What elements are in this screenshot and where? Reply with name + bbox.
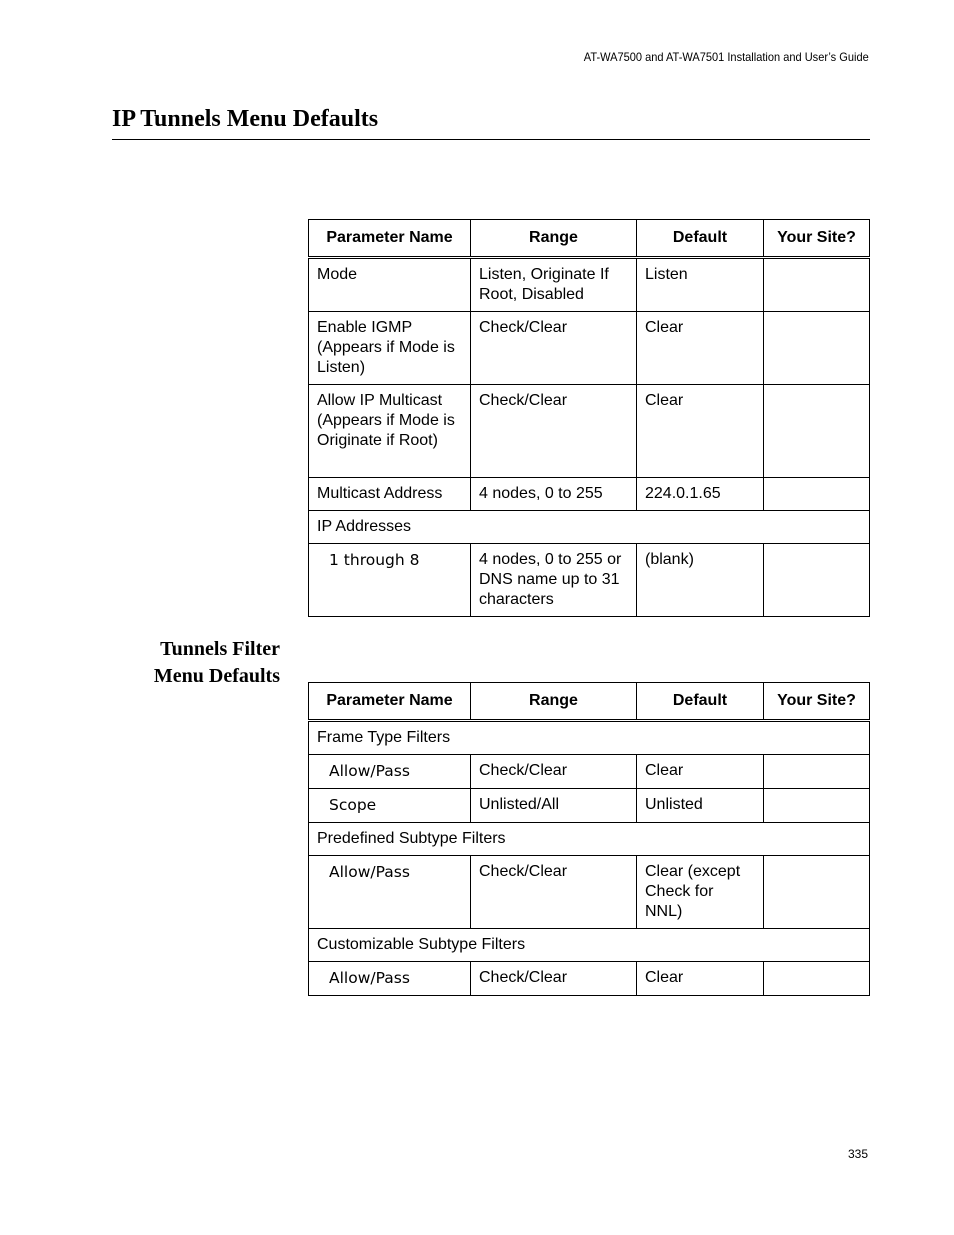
table-row [309, 789, 870, 823]
column-header-range: Range [471, 683, 637, 721]
group-label: IP Addresses [309, 511, 870, 544]
site-cell [764, 755, 870, 789]
column-header-parameter-name: Parameter Name [309, 220, 471, 258]
range-cell: Check/Clear [471, 755, 637, 789]
column-header-default: Default [637, 683, 764, 721]
column-header-range: Range [471, 220, 637, 258]
site-cell [764, 789, 870, 823]
param-cell: Allow/Pass [309, 856, 471, 929]
tunnels-filter-defaults-table [308, 682, 870, 996]
range-cell: Check/Clear [471, 856, 637, 929]
default-cell: 224.0.1.65 [637, 478, 764, 511]
site-cell [764, 962, 870, 996]
column-header-default: Default [637, 220, 764, 258]
range-cell: 4 nodes, 0 to 255 [471, 478, 637, 511]
range-cell: Check/Clear [471, 962, 637, 996]
group-label: Customizable Subtype Filters [309, 929, 870, 962]
param-cell: 1 through 8 [309, 544, 471, 617]
range-cell: Check/Clear [471, 312, 637, 385]
group-row [309, 929, 870, 962]
param-cell: Multicast Address [309, 478, 471, 511]
range-cell: Unlisted/All [471, 789, 637, 823]
title-rule [112, 139, 870, 140]
column-header-parameter-name: Parameter Name [309, 683, 471, 721]
group-row [309, 511, 870, 544]
param-cell: Allow IP Multicast (Appears if Mode is Originate if Root) [309, 385, 471, 478]
group-label: Predefined Subtype Filters [309, 823, 870, 856]
table-row [309, 258, 870, 312]
page-number: 335 [847, 1147, 868, 1161]
site-cell [764, 478, 870, 511]
param-cell: Scope [309, 789, 471, 823]
table-row [309, 544, 870, 617]
default-cell: Clear [637, 312, 764, 385]
table-row [309, 385, 870, 478]
group-row [309, 823, 870, 856]
site-cell [764, 544, 870, 617]
param-cell: Enable IGMP (Appears if Mode is Listen) [309, 312, 471, 385]
group-label: Frame Type Filters [309, 721, 870, 755]
param-cell: Mode [309, 258, 471, 312]
column-header-your-site: Your Site? [764, 683, 870, 721]
table-row [309, 312, 870, 385]
default-cell: Listen [637, 258, 764, 312]
param-cell: Allow/Pass [309, 755, 471, 789]
section-heading-line-2: Menu Defaults [153, 665, 280, 687]
column-header-your-site: Your Site? [764, 220, 870, 258]
table-header-row [309, 220, 870, 258]
default-cell: Unlisted [637, 789, 764, 823]
site-cell [764, 312, 870, 385]
default-cell: Clear [637, 962, 764, 996]
table-header-row [309, 683, 870, 721]
page-title: IP Tunnels Menu Defaults [112, 106, 379, 132]
table-row [309, 755, 870, 789]
ip-tunnels-defaults-table [308, 219, 870, 617]
default-cell: Clear (except Check for NNL) [637, 856, 764, 929]
table-row [309, 856, 870, 929]
range-cell: Check/Clear [471, 385, 637, 478]
table-row [309, 962, 870, 996]
group-row [309, 721, 870, 755]
range-cell: 4 nodes, 0 to 255 or DNS name up to 31 characters [471, 544, 637, 617]
param-cell: Allow/Pass [309, 962, 471, 996]
site-cell [764, 258, 870, 312]
range-cell: Listen, Originate If Root, Disabled [471, 258, 637, 312]
default-cell: Clear [637, 755, 764, 789]
table-row [309, 478, 870, 511]
default-cell: (blank) [637, 544, 764, 617]
default-cell: Clear [637, 385, 764, 478]
section-heading [154, 636, 280, 690]
running-header: AT-WA7500 and AT-WA7501 Installation and User’s Guide [584, 50, 869, 64]
site-cell [764, 856, 870, 929]
site-cell [764, 385, 870, 478]
section-heading-line-1: Tunnels Filter [160, 638, 280, 660]
